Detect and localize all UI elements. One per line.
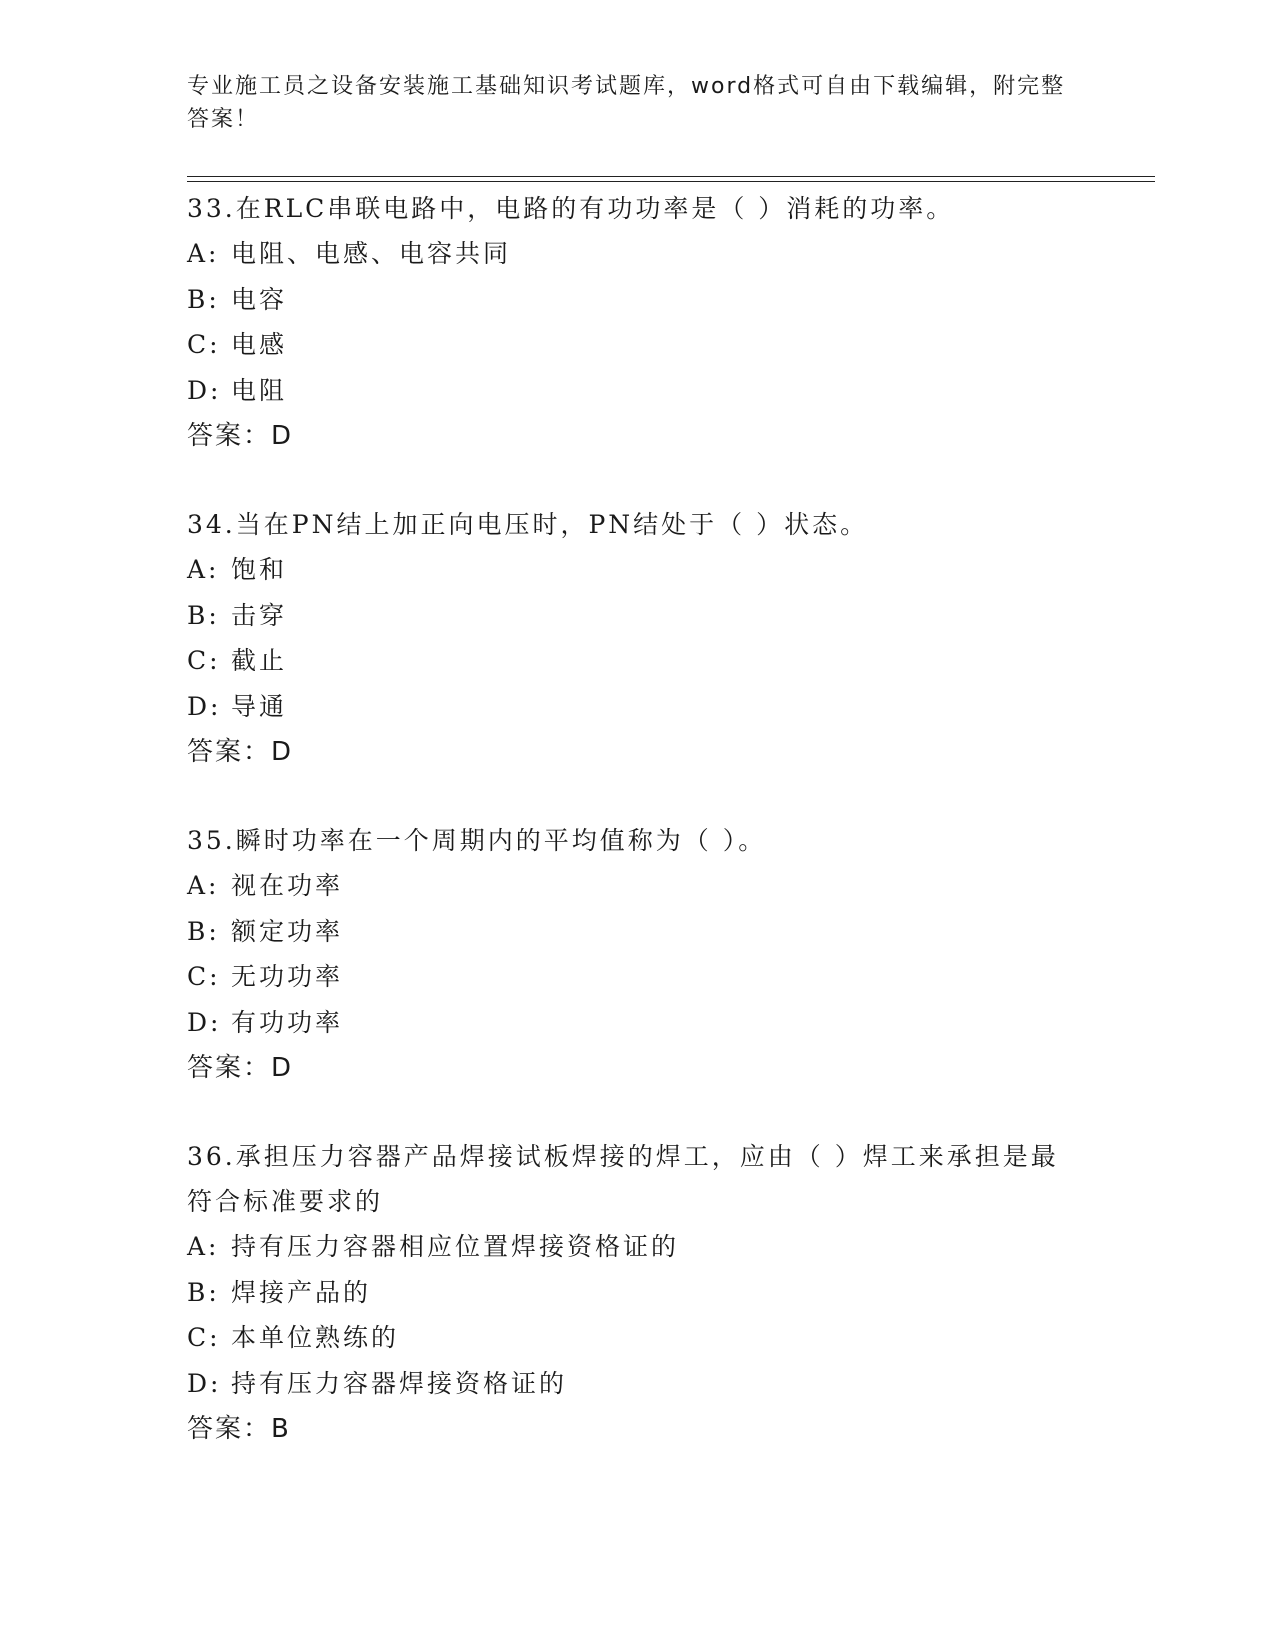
- option-text: 有功功率: [231, 1007, 344, 1037]
- header-divider-bottom: [187, 181, 1155, 182]
- option-text: 饱和: [231, 555, 288, 584]
- option-text: 持有压力容器相应位置焊接资格证的: [231, 1232, 680, 1261]
- option-a: [187, 863, 1087, 909]
- question-stem: 33.在RLC串联电路中，电路的有功功率是（ ）消耗的功率。: [187, 194, 955, 223]
- option-b: [187, 277, 1087, 323]
- option-c: [187, 638, 1087, 684]
- option-key: D:: [187, 691, 222, 721]
- option-key: A:: [187, 1232, 220, 1261]
- option-key: B:: [187, 1277, 220, 1307]
- question-stem: 36.承担压力容器产品焊接试板焊接的焊工，应由（ ）焊工来承担是最符合标准要求的: [187, 1142, 1059, 1216]
- option-d: [187, 1361, 1067, 1407]
- question-35: [187, 818, 1087, 1091]
- option-key: C:: [187, 962, 221, 991]
- question-stem: 35.瞬时功率在一个周期内的平均值称为（ ）。: [187, 826, 767, 855]
- option-a: [187, 547, 1087, 593]
- option-b: [187, 909, 1087, 955]
- option-d: [187, 368, 1087, 414]
- document-header: 专业施工员之设备安装施工基础知识考试题库，word格式可自由下载编辑，附完整答案！: [187, 74, 1066, 132]
- option-d: [187, 684, 1087, 730]
- option-c: [187, 322, 1087, 368]
- option-key: A:: [187, 239, 220, 268]
- question-stem: 34.当在PN结上加正向电压时，PN结处于（ ）状态。: [187, 510, 869, 539]
- option-key: A:: [187, 555, 220, 584]
- option-key: B:: [187, 284, 220, 314]
- option-key: C:: [187, 1323, 221, 1352]
- option-key: D:: [187, 1007, 222, 1037]
- question-36: [187, 1134, 1067, 1452]
- answer-line: 答案：D: [187, 737, 294, 767]
- option-text: 电阻: [231, 375, 288, 405]
- option-c: [187, 954, 1087, 1000]
- option-key: C:: [187, 646, 221, 675]
- header-divider-top: [187, 176, 1155, 177]
- question-34: [187, 502, 1087, 775]
- option-text: 无功功率: [231, 962, 344, 991]
- option-text: 电感: [231, 330, 288, 359]
- option-b: [187, 1270, 1067, 1316]
- option-key: A:: [187, 871, 220, 900]
- answer-line: 答案：D: [187, 421, 294, 451]
- option-key: B:: [187, 600, 220, 630]
- option-text: 持有压力容器焊接资格证的: [231, 1368, 568, 1398]
- option-text: 截止: [231, 646, 288, 675]
- option-a: [187, 231, 1087, 277]
- option-key: B:: [187, 916, 220, 946]
- option-key: D:: [187, 375, 222, 405]
- option-text: 击穿: [231, 600, 288, 630]
- answer-line: 答案：D: [187, 1053, 294, 1083]
- option-text: 导通: [231, 691, 288, 721]
- option-b: [187, 593, 1087, 639]
- option-text: 本单位熟练的: [231, 1323, 400, 1352]
- option-key: D:: [187, 1368, 222, 1398]
- option-a: [187, 1224, 1067, 1270]
- option-d: [187, 1000, 1087, 1046]
- option-text: 视在功率: [231, 871, 344, 900]
- option-text: 额定功率: [231, 916, 344, 946]
- answer-line: 答案：B: [187, 1414, 291, 1444]
- option-key: C:: [187, 330, 221, 359]
- question-33: [187, 186, 1087, 459]
- option-c: [187, 1315, 1067, 1361]
- option-text: 电阻、电感、电容共同: [231, 239, 512, 268]
- option-text: 焊接产品的: [231, 1277, 372, 1307]
- option-text: 电容: [231, 284, 288, 314]
